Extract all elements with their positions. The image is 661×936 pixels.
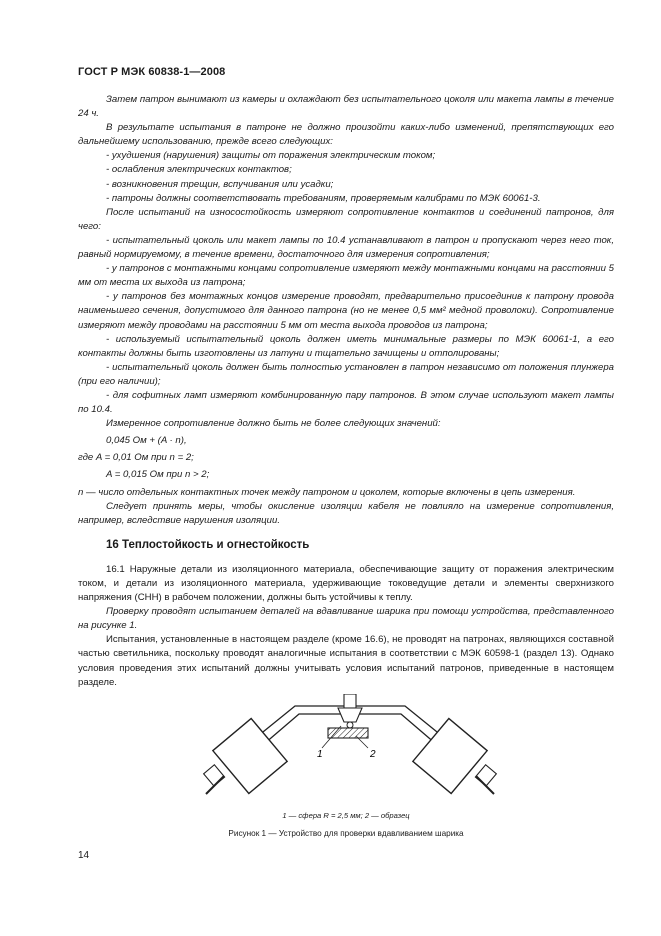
figure-ball-pressure-apparatus	[200, 694, 500, 811]
paragraph: Затем патрон вынимают из камеры и охлаждают без испытательного цоколя или макета лампы в течение 24 ч.	[78, 94, 614, 120]
formula: A = 0,015 Ом при n > 2;	[106, 469, 210, 481]
formula-where: n — число отдельных контактных точек между патроном и цоколем, которые включены в цепь измерения.	[78, 486, 576, 498]
list-item: - испытательный цоколь или макет лампы по 10.4 устанавливают в патрон и пропускают через него ток, равный нормируемому, в течение времени, достаточного для измерения сопротивления;	[78, 234, 614, 261]
paragraph: Следует принять меры, чтобы окисление изоляции кабеля не повлияло на измерение сопротивления, например, вследствие нарушения изоляции.	[78, 500, 614, 526]
formula: 0,045 Ом + (A · n),	[106, 435, 187, 447]
list-item: - для софитных ламп измеряют комбинированную пару патронов. В этом случае используют макет лампы по 10.4.	[78, 389, 614, 416]
paragraph: Испытания, установленные в настоящем разделе (кроме 16.6), не проводят на патронах, являющихся составной частью светильника, поскольку проводят аналогичные испытания в соответствии с МЭК 60598-1 (раздел 13). Однако условия проведения этих испытаний должны учитывать условия испытаний патронов, приведенные в настоящем разделе.	[78, 634, 614, 688]
paragraph: Измеренное сопротивление должно быть не более следующих значений:	[106, 418, 441, 430]
figure-key: 1 — сфера R = 2,5 мм; 2 — образец	[282, 811, 410, 820]
label-1: 1	[317, 749, 323, 760]
list-item: - ослабления электрических контактов;	[106, 164, 292, 176]
list-item: - возникновения трещин, вспучивания или усадки;	[106, 178, 334, 190]
section-heading: 16 Теплостойкость и огнестойкость	[106, 538, 310, 551]
list-item: - у патронов с монтажными концами сопротивление измеряют между монтажными концами на расстоянии 5 мм от места их выхода из патрона;	[78, 263, 614, 289]
list-item: - ухудшения (нарушения) защиты от поражения электрическим током;	[106, 150, 436, 162]
figure-caption: Рисунок 1 — Устройство для проверки вдавливанием шарика	[228, 829, 464, 838]
formula-where: где A = 0,01 Ом при n = 2;	[78, 452, 194, 464]
list-item: - у патронов без монтажных концов измерение проводят, предварительно присоединив к патрону провода наименьшего сечения, допустимого для данного патрона (но не менее 0,5 мм² медной проволоки). Сопротивление измеряют между проводами на расстоянии 5 мм от места выхода проводов из патрона;	[78, 291, 614, 331]
list-item: - патроны должны соответствовать требованиям, проверяемым калибрами по МЭК 60061-3.	[106, 192, 541, 204]
paragraph: После испытаний на износостойкость измеряют сопротивление контактов и соединений патронов, для чего:	[78, 206, 614, 232]
right-holder-icon	[413, 718, 497, 794]
list-item: - испытательный цоколь должен быть полностью установлен в патрон независимо от положения плунжера (при его наличии);	[78, 361, 614, 387]
paragraph: Проверку проводят испытанием деталей на вдавливание шарика при помощи устройства, представленного на рисунке 1.	[78, 606, 614, 632]
paragraph: 16.1 Наружные детали из изоляционного материала, обеспечивающие защиту от поражения электрическим током, и детали из изоляционного материала, удерживающие токоведущие детали и элементы сверхнизкого напряжения (СНН) в рабочем положении, должны быть устойчивы к теплу.	[78, 563, 614, 604]
document-header: ГОСТ Р МЭК 60838-1—2008	[78, 66, 226, 78]
left-holder-icon	[204, 718, 288, 794]
label-2: 2	[370, 749, 376, 760]
specimen-icon	[328, 728, 368, 738]
document-body	[78, 93, 614, 690]
apparatus-drawing	[200, 694, 500, 806]
page-number: 14	[78, 850, 90, 861]
list-item: - используемый испытательный цоколь должен иметь минимальные размеры по МЭК 60061-1, а его контакты должны быть изготовлены из латуни и тщательно зачищены и отполированы;	[78, 333, 614, 359]
paragraph: В результате испытания в патроне не должно произойти каких-либо изменений, препятствующих его дальнейшему использованию, прежде всего следующих:	[78, 122, 614, 148]
ball-plunger-icon	[338, 694, 362, 728]
